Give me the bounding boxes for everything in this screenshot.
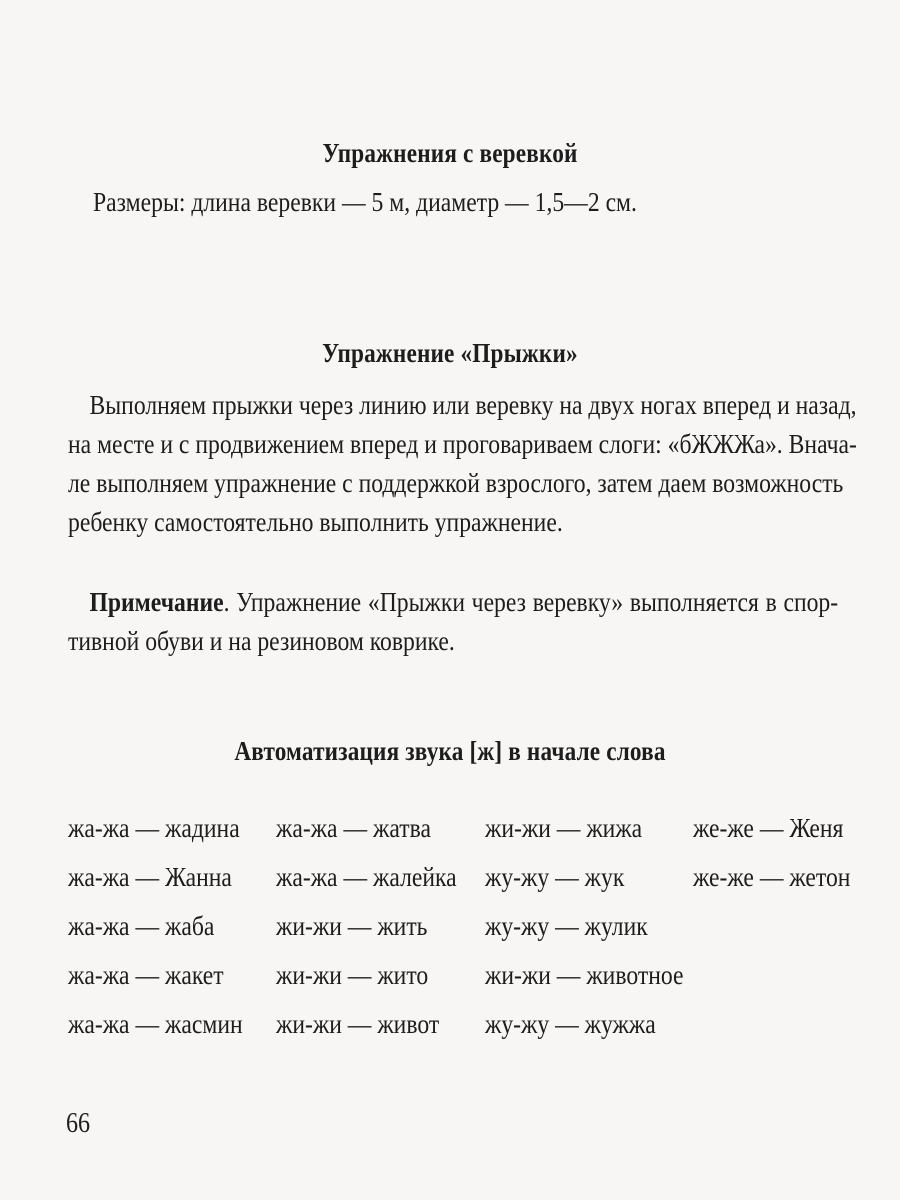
note-line: тивной обуви и на резиновом коврике. bbox=[68, 625, 455, 656]
word-item: жу-жу — жук bbox=[485, 861, 625, 892]
word-table bbox=[68, 812, 868, 1057]
jumps-description bbox=[68, 385, 857, 541]
word-item: жа-жа — жатва bbox=[276, 812, 431, 843]
note-paragraph bbox=[68, 582, 838, 660]
section-title-jumps: Упражнение «Прыжки» bbox=[322, 338, 578, 368]
section-title-rope-exercises: Упражнения с веревкой bbox=[322, 138, 578, 168]
paragraph-line: ребенку самостоятельно выполнить упражнение. bbox=[68, 506, 563, 537]
word-item: жа-жа — жаба bbox=[68, 910, 215, 941]
word-row bbox=[68, 910, 868, 959]
word-item: жу-жу — жулик bbox=[485, 910, 648, 941]
paragraph-line: ле выполняем упражнение с поддержкой взрослого, затем даем возможность bbox=[68, 467, 844, 498]
word-item: жи-жи — жито bbox=[276, 959, 429, 990]
page-number: 66 bbox=[66, 1108, 91, 1139]
word-item: жа-жа — жалейка bbox=[276, 861, 457, 892]
word-row bbox=[68, 1008, 868, 1057]
note-label: Примечание bbox=[89, 586, 224, 617]
word-item: жи-жи — жижа bbox=[485, 812, 643, 843]
word-item: жа-жа — жасмин bbox=[68, 1008, 243, 1039]
word-row bbox=[68, 861, 868, 910]
paragraph-line: на месте и с продвижением вперед и проговариваем слоги: «бЖЖЖа». Внача- bbox=[68, 428, 857, 459]
note-line bbox=[68, 582, 838, 621]
word-item: жа-жа — жакет bbox=[68, 959, 224, 990]
word-item: жа-жа — жадина bbox=[68, 812, 240, 843]
word-item: же-же — Женя bbox=[693, 812, 844, 843]
word-row bbox=[68, 812, 868, 861]
word-item: же-же — жетон bbox=[693, 861, 851, 892]
word-item: жу-жу — жужжа bbox=[485, 1008, 656, 1039]
word-item: жа-жа — Жанна bbox=[68, 861, 232, 892]
paragraph-line: Выполняем прыжки через линию или веревку на двух ногах вперед и назад, bbox=[89, 389, 857, 420]
section-title-automation: Автоматизация звука [ж] в начале слова bbox=[234, 736, 666, 766]
word-item: жи-жи — живот bbox=[276, 1008, 440, 1039]
note-text: . Упражнение «Прыжки через веревку» выполняется в спор- bbox=[223, 586, 839, 617]
word-item: жи-жи — животное bbox=[485, 959, 684, 990]
word-item: жи-жи — жить bbox=[276, 910, 428, 941]
rope-sizes-text: Размеры: длина веревки — 5 м, диаметр — 1,5—2 см. bbox=[93, 186, 637, 217]
word-row bbox=[68, 959, 868, 1008]
